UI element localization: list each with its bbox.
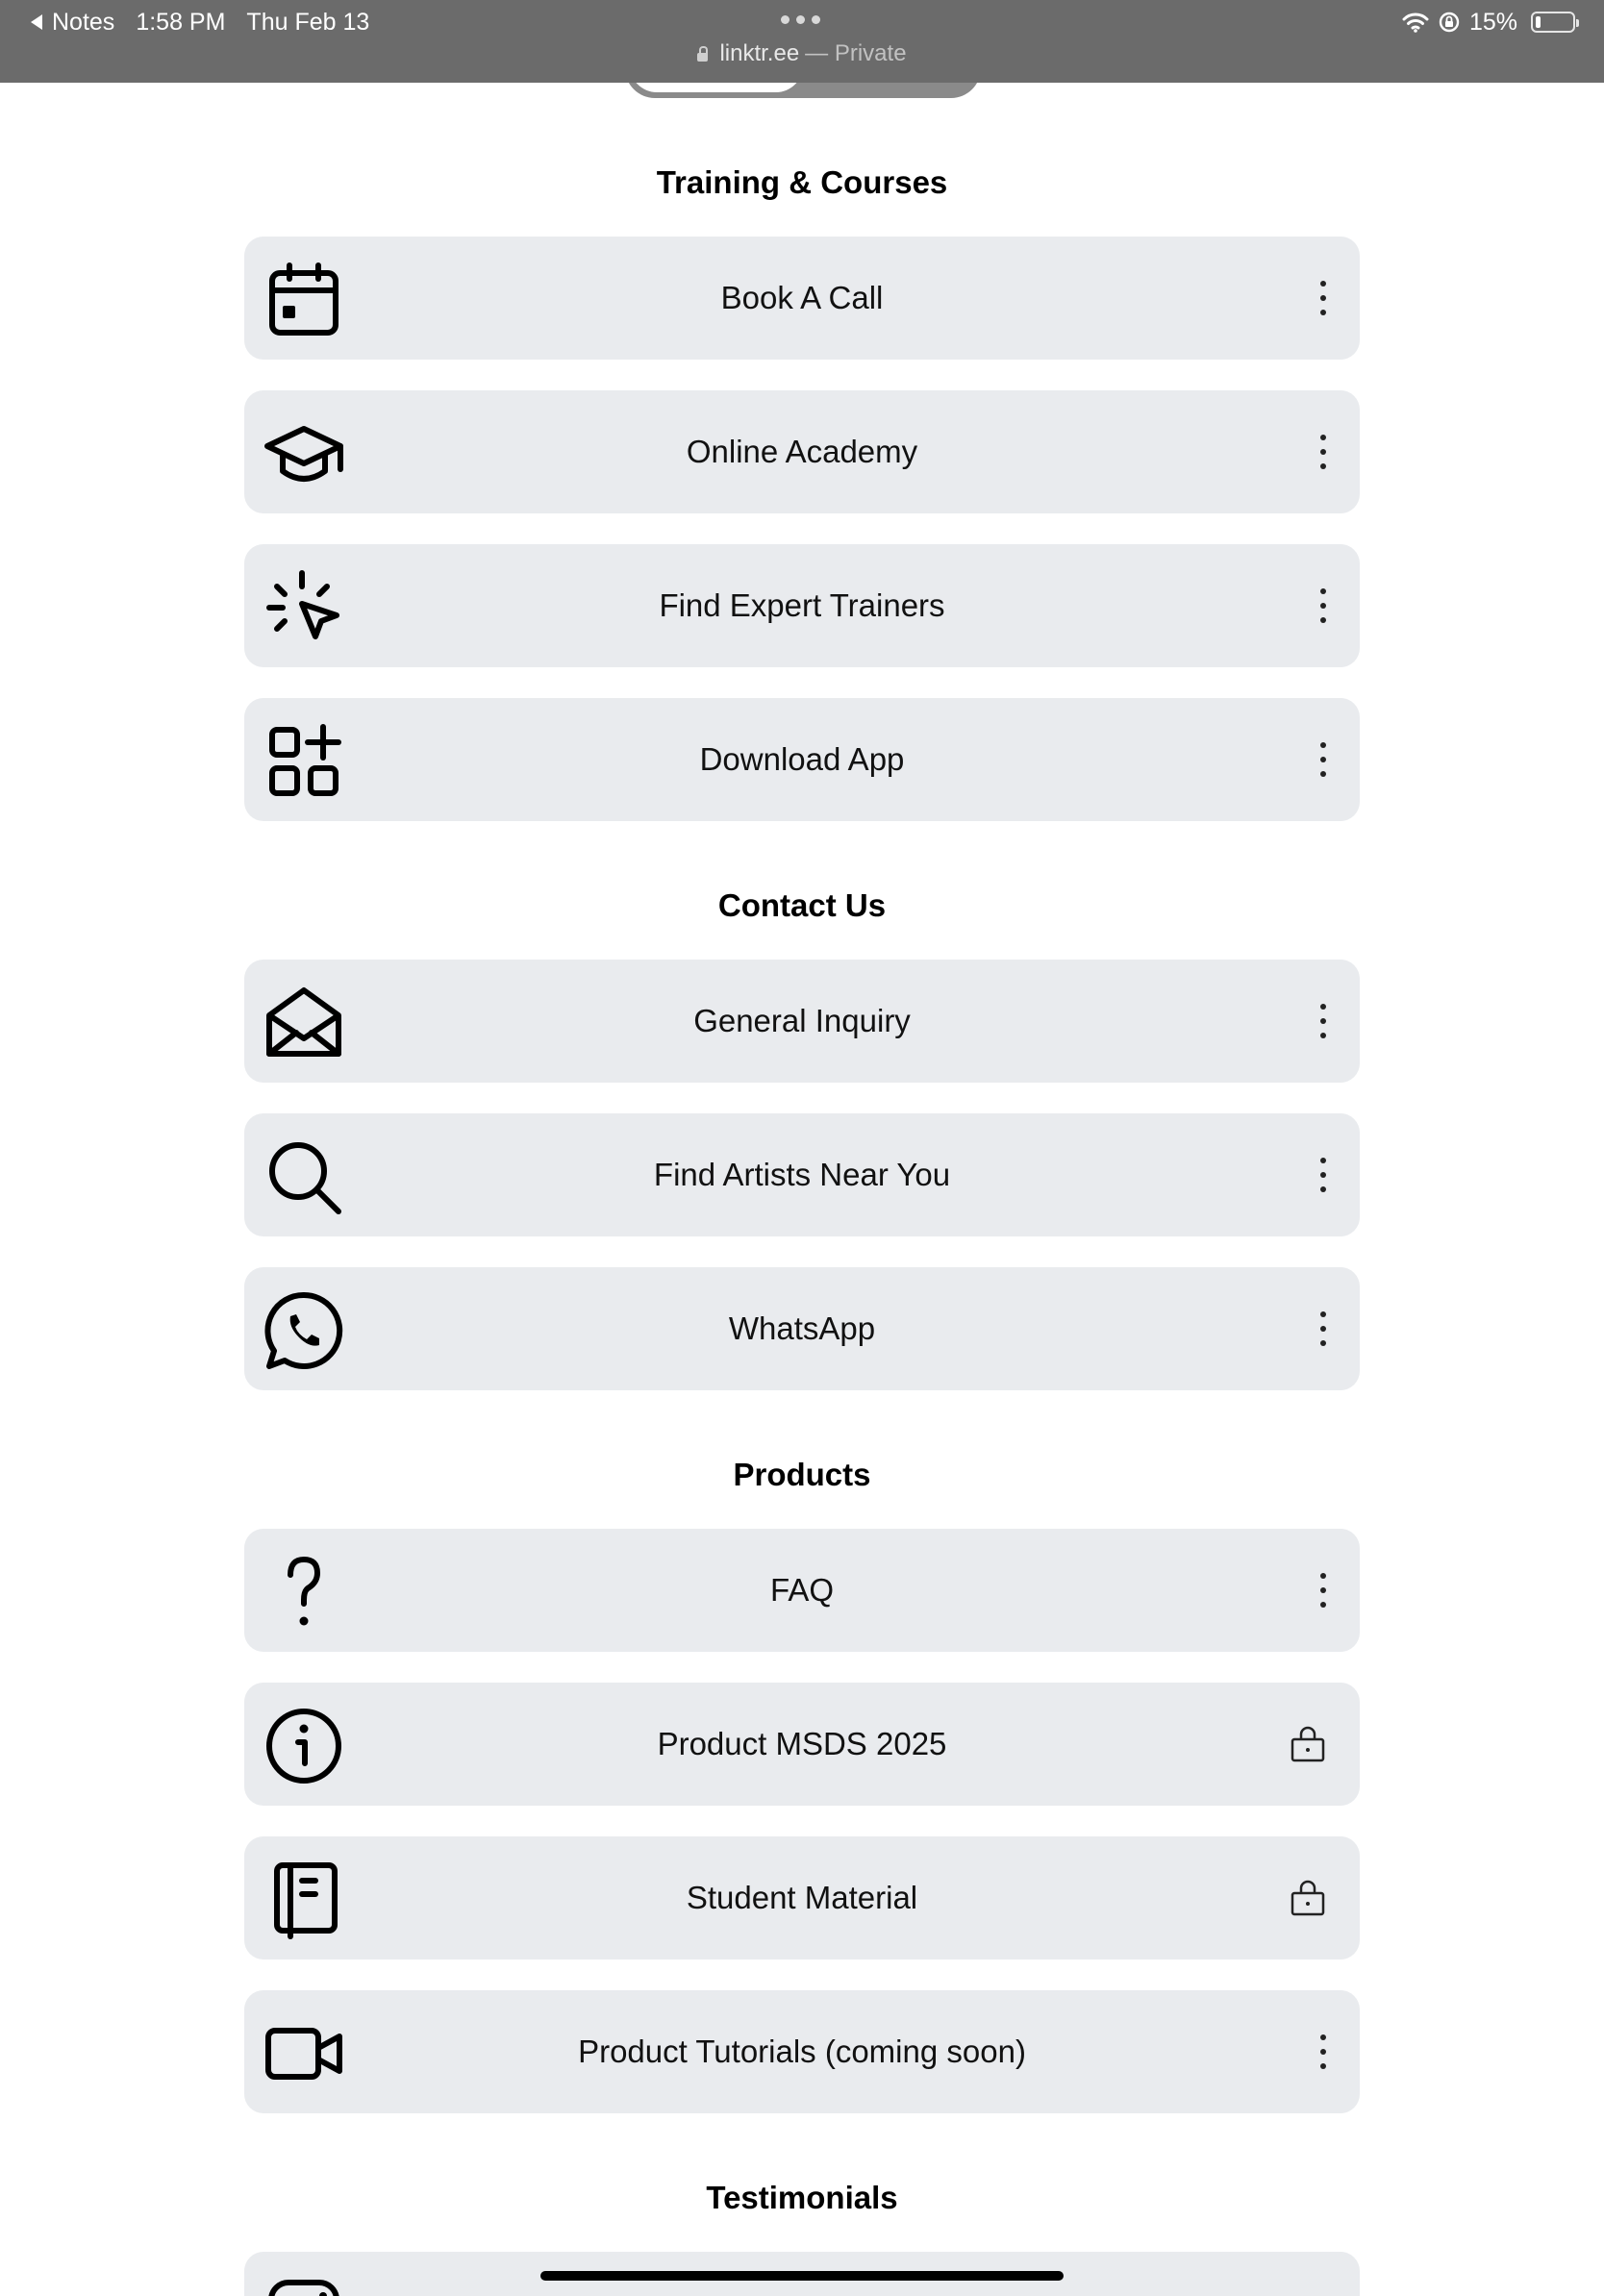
link-label: FAQ [769, 1572, 835, 1608]
link-student-material[interactable] [244, 1836, 1360, 1959]
link-label: Online Academy [686, 434, 918, 469]
link-find-expert-trainers[interactable] [244, 544, 1360, 667]
status-left [31, 8, 369, 37]
link-label: General Inquiry [693, 1003, 911, 1038]
question-icon [263, 1552, 344, 1633]
orientation-lock-icon [1439, 12, 1460, 33]
more-options-icon[interactable] [1314, 281, 1333, 315]
lock-icon[interactable] [1291, 1725, 1325, 1763]
private-mode-label: — Private [805, 40, 907, 66]
link-find-artists-near-you[interactable] [244, 1113, 1360, 1236]
link-product-tutorials[interactable] [244, 1990, 1360, 2113]
wifi-icon [1402, 12, 1429, 33]
info-icon [263, 1706, 344, 1786]
link-label: Student Material [686, 1880, 918, 1915]
lock-icon[interactable] [1291, 1879, 1325, 1917]
cursor-click-icon [263, 567, 344, 648]
more-options-icon[interactable] [1314, 2034, 1333, 2069]
whatsapp-icon [263, 1290, 344, 1371]
link-label: Product MSDS 2025 [657, 1726, 947, 1761]
back-arrow-icon[interactable] [31, 14, 42, 30]
link-label: Book A Call [720, 280, 884, 315]
link-product-msds-2025[interactable] [244, 1683, 1360, 1806]
apps-add-icon [263, 721, 344, 802]
calendar-icon [263, 260, 344, 340]
section-title-training: Training & Courses [656, 164, 948, 200]
link-label: Product Tutorials (coming soon) [578, 2034, 1026, 2069]
battery-percent: 15% [1468, 8, 1517, 36]
section-title-contact: Contact Us [717, 887, 887, 923]
status-right [1402, 8, 1575, 37]
back-to-app-link[interactable]: Notes [52, 8, 115, 36]
more-options-icon[interactable] [1314, 588, 1333, 623]
link-label: Find Expert Trainers [659, 587, 945, 623]
status-date: Thu Feb 13 [246, 8, 370, 36]
link-download-app[interactable] [244, 698, 1360, 821]
link-book-a-call[interactable] [244, 237, 1360, 360]
envelope-open-icon [263, 983, 344, 1063]
url-domain: linktr.ee [719, 40, 800, 66]
home-indicator[interactable] [540, 2271, 1064, 2281]
graduation-cap-icon [263, 413, 344, 494]
multitasking-dots-icon[interactable] [781, 15, 820, 24]
more-options-icon[interactable] [1314, 1311, 1333, 1346]
link-general-inquiry[interactable] [244, 960, 1360, 1083]
section-title-testimonials: Testimonials [706, 2180, 898, 2215]
more-options-icon[interactable] [1314, 1004, 1333, 1038]
instagram-icon [263, 2275, 344, 2296]
link-label: Download App [699, 741, 905, 777]
video-camera-icon [263, 2013, 344, 2094]
more-options-icon[interactable] [1314, 742, 1333, 777]
more-options-icon[interactable] [1314, 1573, 1333, 1608]
search-icon [263, 1136, 344, 1217]
secure-lock-icon [697, 53, 708, 62]
link-label: WhatsApp [728, 1310, 876, 1346]
more-options-icon[interactable] [1314, 435, 1333, 469]
battery-icon [1531, 12, 1575, 33]
address-bar[interactable] [0, 40, 1604, 67]
notebook-icon [263, 1859, 344, 1940]
section-title-products: Products [733, 1457, 871, 1492]
link-online-academy[interactable] [244, 390, 1360, 513]
status-time: 1:58 PM [136, 8, 226, 36]
link-whatsapp[interactable] [244, 1267, 1360, 1390]
link-label: Find Artists Near You [653, 1157, 951, 1192]
link-faq[interactable] [244, 1529, 1360, 1652]
more-options-icon[interactable] [1314, 1158, 1333, 1192]
status-bar [0, 0, 1604, 83]
